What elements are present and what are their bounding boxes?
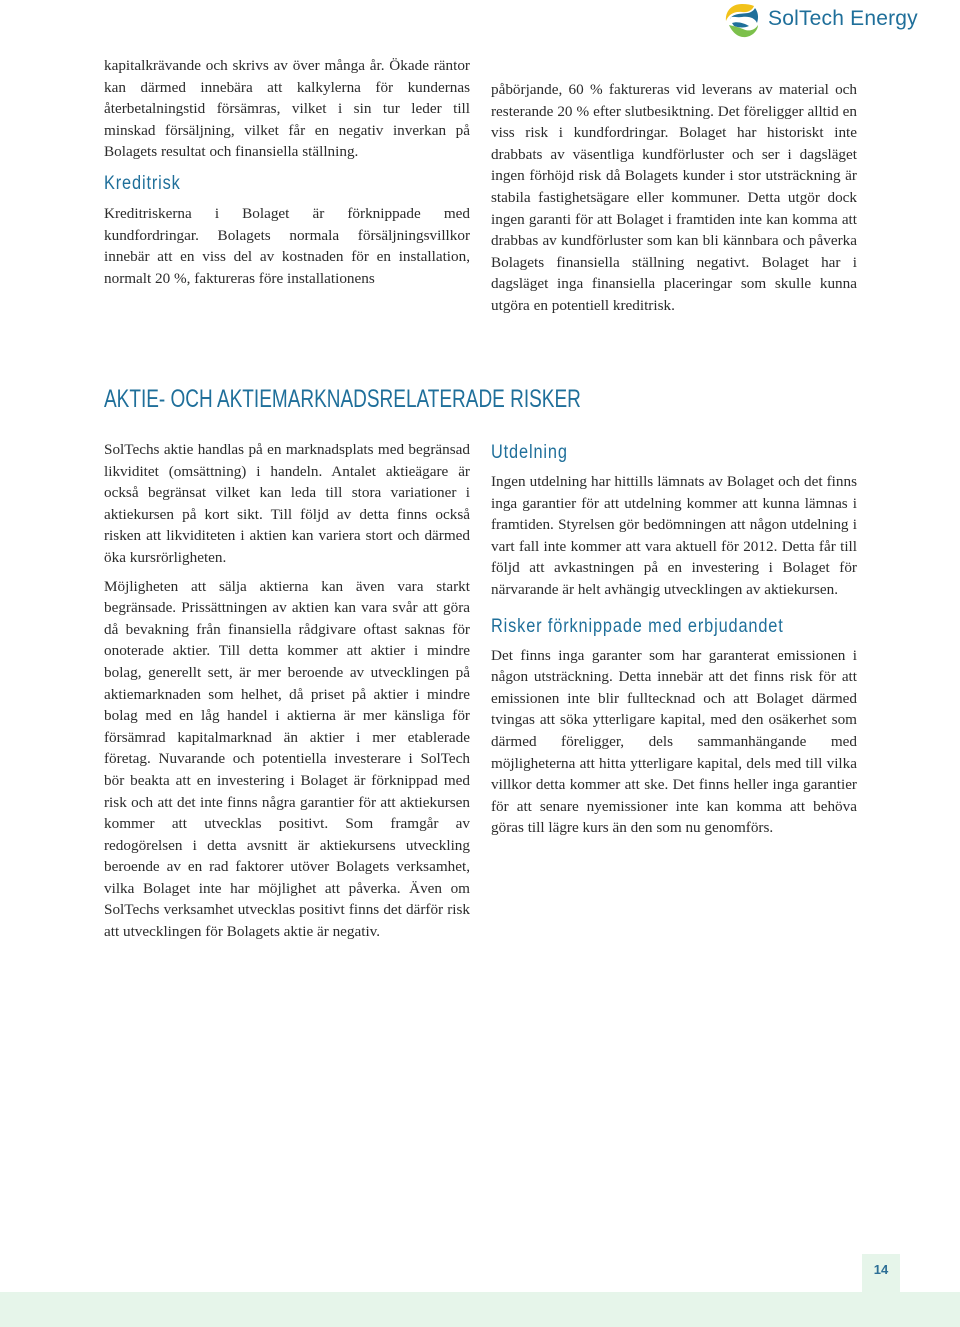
footer-band	[0, 1292, 960, 1327]
kreditrisk-paragraph: Kreditriskerna i Bolaget är förknippade med kundfordringar. Bolagets normala försäljningsvillkor innebär att en viss del av kostnaden för en installation, normalt 20 %, faktureras före installationens	[104, 204, 470, 287]
interest-rate-paragraph: kapitalkrävande och skrivs av över många år. Ökade räntor kan därmed innebära att kalkylerna för kundernas återbetalningstid försämras, vilket i sin tur leder till minskad försäljning, vilket får en negativ inverkan på Bolagets resultat och finansiella ställning.	[104, 57, 470, 161]
section-right-column	[491, 441, 857, 839]
kreditrisk-continued-paragraph: påbörjande, 60 % faktureras vid leverans av material och resterande 20 % efter slutbesiktning. Det föreligger alltid en viss risk i kundfordringar. Bolaget har historiskt inte drabbats av väsentliga kundförluster och ser i dagsläget ingen förhöjd risk då Bolagets kunder i stor utsträckning är stabila fastighetsägare eller kommuner. Detta utgör dock ingen garanti för att Bolaget i framtiden inte kan komma att drabbas av kundförluster som kan bli kännbara och påverka Bolagets finansiella ställning negativt. Bolaget har i dagsläget inga finansiella placeringar som skulle kunna utgöra en potentiell kreditrisk.	[491, 81, 857, 314]
utdelning-heading: Utdelning	[491, 442, 568, 463]
erbjudandet-paragraph: Det finns inga garanter som har garanterat emissionen i någon utsträckning. Detta innebär att det finns risk för att emissionen inte blir fulltecknad och att Bolaget därmed tvingas att söka ytterligare kapital, med den osäkerhet som därmed föreligger, dels sammanhängande med möjligheterna att hitta ytterligare kapital, dels med till vilka villkor detta kommer att ske. Det finns heller inga garantier för att senare nyemissioner inte kan komma att behöva göras till lägre kurs än den som nu genomförs.	[491, 646, 857, 837]
page-number: 14	[862, 1254, 900, 1292]
kreditrisk-heading: Kreditrisk	[104, 172, 181, 194]
section-heading: AKTIE- OCH AKTIEMARKNADSRELATERADE RISKER	[104, 385, 581, 413]
section-left-column	[104, 439, 470, 943]
utdelning-paragraph: Ingen utdelning har hittills lämnats av Bolaget och det finns inga garantier för att utdelning kommer att kunna lämnas i framtiden. Styrelsen gör bedömningen att någon utdelning i vart fall inte kommer att vara aktuell för 2012. Detta får till följd att avkastningen på en investering i Bolaget för närvarande är helt avhängig utvecklingen av aktiekursen.	[491, 473, 857, 598]
soltech-swirl-icon	[722, 1, 762, 41]
liquidity-paragraph: SolTechs aktie handlas på en marknadsplats med begränsad likviditet (omsättning) i handeln. Antalet aktieägare är också begränsat vilket kan leda till stora variationer i aktiekursen på kort sikt. Till följd av detta finns också risken att likviditeten i aktien kan variera stort och därmed öka kursrörligheten.	[104, 441, 470, 566]
erbjudandet-heading: Risker förknippade med erbjudandet	[491, 615, 784, 637]
top-right-column	[491, 79, 857, 317]
top-left-column	[104, 55, 470, 289]
company-logo	[722, 0, 932, 42]
share-price-paragraph: Möjligheten att sälja aktierna kan även vara starkt begränsade. Prissättningen av aktien kan vara svår att göra då bevakning från finansiella rådgivare oftast saknas för onoterade aktier. Till detta kommer att aktier i mindre bolag, generellt sett, är mer beroende av utvecklingen på aktiemarknaden som helhet, då priset på aktier i mindre bolag med en låg handel i aktierna är mer känsliga för försämrad kapitalmarknad än aktier i mer etablerade företag. Nuvarande och potentiella investerare i SolTech bör beakta att en investering i Bolaget är förknippad med risk och att det inte finns några garantier för att aktiekursen kommer att utvecklas positivt. Som framgår av redogörelsen i detta avsnitt är aktiekursens utveckling beroende av en rad faktorer utöver Bolagets verksamhet, vilka Bolaget inte har möjlighet att påverka. Även om SolTechs verksamhet utvecklas positivt finns det därför risk att utvecklingen för Bolagets aktie är negativ.	[104, 577, 470, 941]
logo-wordmark: SolTech Energy	[768, 7, 918, 30]
